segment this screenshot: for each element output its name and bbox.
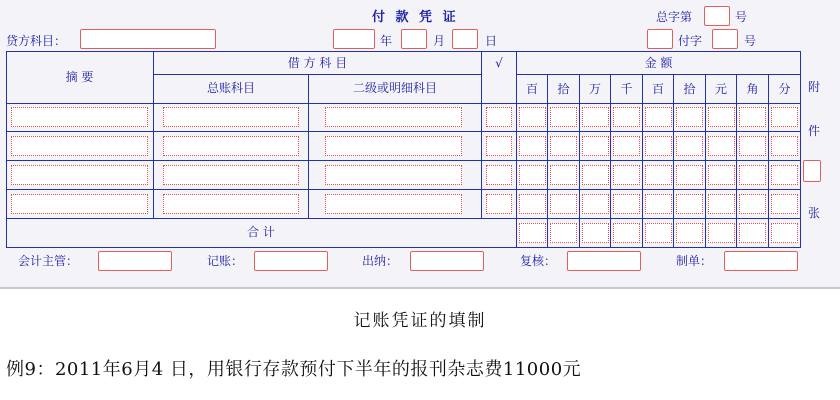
amount-digit-input[interactable] <box>739 194 766 214</box>
total-no-hao: 号 <box>735 10 748 24</box>
credit-account-input[interactable] <box>80 29 216 49</box>
total-digit-input[interactable] <box>550 223 577 243</box>
amount-digit-input[interactable] <box>771 194 798 214</box>
voucher-title: 付 款 凭 证 <box>372 10 459 25</box>
ledger-account-input[interactable] <box>163 165 299 185</box>
detail-account-input[interactable] <box>325 165 462 185</box>
digit-header-hundred-million: 百 <box>525 82 538 96</box>
preparer-input[interactable] <box>724 251 798 271</box>
amount-digit-input[interactable] <box>676 136 703 156</box>
month-label: 月 <box>433 34 446 48</box>
amount-digit-input[interactable] <box>613 136 640 156</box>
amount-digit-input[interactable] <box>708 165 735 185</box>
month-input[interactable] <box>401 29 427 49</box>
amount-digit-input[interactable] <box>771 136 798 156</box>
amount-digit-input[interactable] <box>550 165 577 185</box>
digit-header-fen: 分 <box>778 82 791 96</box>
grid-line <box>6 131 801 132</box>
summary-input[interactable] <box>11 107 148 127</box>
fu-zi-prefix-input[interactable] <box>647 29 673 49</box>
total-digit-input[interactable] <box>676 223 703 243</box>
fu-zi-input[interactable] <box>712 29 738 49</box>
grid-line <box>642 74 643 247</box>
check-input[interactable] <box>486 107 512 127</box>
grid-line <box>610 74 611 247</box>
grid-line <box>705 74 706 247</box>
amount-digit-input[interactable] <box>613 194 640 214</box>
bookkeeper-input[interactable] <box>254 251 328 271</box>
ledger-account-input[interactable] <box>163 194 299 214</box>
total-digit-input[interactable] <box>519 223 546 243</box>
amount-digit-input[interactable] <box>550 194 577 214</box>
amount-digit-input[interactable] <box>739 107 766 127</box>
amount-digit-input[interactable] <box>519 136 546 156</box>
amount-digit-input[interactable] <box>771 165 798 185</box>
digit-header-ten-million: 拾 <box>557 82 570 96</box>
summary-input[interactable] <box>11 194 148 214</box>
grid-line <box>800 51 801 247</box>
total-label: 合 计 <box>247 225 275 239</box>
detail-account-input[interactable] <box>325 107 462 127</box>
grid-line <box>736 74 737 247</box>
year-label: 年 <box>380 34 393 48</box>
reviewer-label: 复核： <box>520 254 557 268</box>
grid-line <box>673 74 674 247</box>
attach-char-fu: 附 <box>807 80 820 94</box>
digit-header-hundred: 百 <box>651 82 664 96</box>
check-input[interactable] <box>486 165 512 185</box>
fu-zi-label: 付字 <box>678 34 703 48</box>
grid-line <box>579 74 580 247</box>
digit-header-yuan: 元 <box>714 82 727 96</box>
cashier-label: 出纳： <box>362 254 399 268</box>
total-digit-input[interactable] <box>708 223 735 243</box>
accountant-label: 会计主管： <box>18 254 79 268</box>
attachment-count-input[interactable] <box>803 160 821 182</box>
total-no-input[interactable] <box>704 6 730 26</box>
amount-digit-input[interactable] <box>645 107 672 127</box>
amount-header: 金 额 <box>644 56 673 70</box>
amount-digit-input[interactable] <box>708 107 735 127</box>
amount-digit-input[interactable] <box>645 165 672 185</box>
amount-digit-input[interactable] <box>676 165 703 185</box>
fu-zi-hao: 号 <box>744 34 757 48</box>
grid-line <box>6 51 801 52</box>
grid-line <box>308 74 309 218</box>
slide-title: 记账凭证的填制 <box>353 311 487 331</box>
grid-line <box>481 51 482 218</box>
grid-line <box>6 103 801 104</box>
grid-line <box>6 218 801 219</box>
total-digit-input[interactable] <box>645 223 672 243</box>
grid-line <box>153 51 154 218</box>
total-digit-input[interactable] <box>582 223 609 243</box>
amount-digit-input[interactable] <box>582 107 609 127</box>
amount-digit-input[interactable] <box>519 107 546 127</box>
amount-digit-input[interactable] <box>645 194 672 214</box>
total-digit-input[interactable] <box>739 223 766 243</box>
day-label: 日 <box>485 34 498 48</box>
reviewer-input[interactable] <box>567 251 641 271</box>
digit-header-ten-thousand: 万 <box>588 82 601 96</box>
amount-digit-input[interactable] <box>645 136 672 156</box>
amount-digit-input[interactable] <box>582 136 609 156</box>
amount-digit-input[interactable] <box>613 165 640 185</box>
grid-line <box>154 74 481 75</box>
ledger-account-header: 总账科目 <box>206 81 255 95</box>
year-input[interactable] <box>333 29 375 49</box>
detail-account-input[interactable] <box>325 136 462 156</box>
digit-header-thousand: 千 <box>620 82 633 96</box>
grid-line <box>547 74 548 247</box>
attach-char-jian: 件 <box>807 124 820 138</box>
amount-digit-input[interactable] <box>708 194 735 214</box>
detail-account-header: 二级或明细科目 <box>352 81 437 95</box>
grid-line <box>6 160 801 161</box>
grid-line <box>516 74 801 75</box>
grid-line <box>6 247 801 248</box>
summary-header: 摘 要 <box>65 70 94 84</box>
amount-digit-input[interactable] <box>519 194 546 214</box>
detail-account-input[interactable] <box>325 194 462 214</box>
summary-input[interactable] <box>11 136 148 156</box>
amount-digit-input[interactable] <box>550 107 577 127</box>
debit-account-header: 借 方 科 目 <box>287 56 348 70</box>
ledger-account-input[interactable] <box>163 136 299 156</box>
attach-char-zhang: 张 <box>807 206 820 220</box>
amount-digit-input[interactable] <box>582 194 609 214</box>
amount-digit-input[interactable] <box>676 194 703 214</box>
amount-digit-input[interactable] <box>739 136 766 156</box>
grid-line <box>6 189 801 190</box>
summary-input[interactable] <box>11 165 148 185</box>
grid-line <box>516 51 517 247</box>
amount-digit-input[interactable] <box>613 107 640 127</box>
amount-digit-input[interactable] <box>519 165 546 185</box>
ledger-account-input[interactable] <box>163 107 299 127</box>
check-input[interactable] <box>486 194 512 214</box>
accountant-input[interactable] <box>98 251 172 271</box>
check-input[interactable] <box>486 136 512 156</box>
section-divider <box>0 287 840 289</box>
credit-account-label: 贷方科目： <box>6 34 67 48</box>
amount-digit-input[interactable] <box>771 107 798 127</box>
digit-header-ten: 拾 <box>683 82 696 96</box>
day-input[interactable] <box>452 29 478 49</box>
amount-digit-input[interactable] <box>708 136 735 156</box>
check-mark-header: √ <box>495 56 503 70</box>
cashier-input[interactable] <box>410 251 484 271</box>
total-digit-input[interactable] <box>613 223 640 243</box>
amount-digit-input[interactable] <box>676 107 703 127</box>
amount-digit-input[interactable] <box>582 165 609 185</box>
bookkeeper-label: 记账： <box>207 254 244 268</box>
grid-line <box>768 74 769 247</box>
digit-header-jiao: 角 <box>746 82 759 96</box>
amount-digit-input[interactable] <box>739 165 766 185</box>
total-digit-input[interactable] <box>771 223 798 243</box>
total-no-label: 总字第 <box>656 10 693 24</box>
amount-digit-input[interactable] <box>550 136 577 156</box>
preparer-label: 制单： <box>676 254 713 268</box>
example-text: 例9：2011年6月4 日，用银行存款预付下半年的报刊杂志费11000元 <box>6 359 582 380</box>
